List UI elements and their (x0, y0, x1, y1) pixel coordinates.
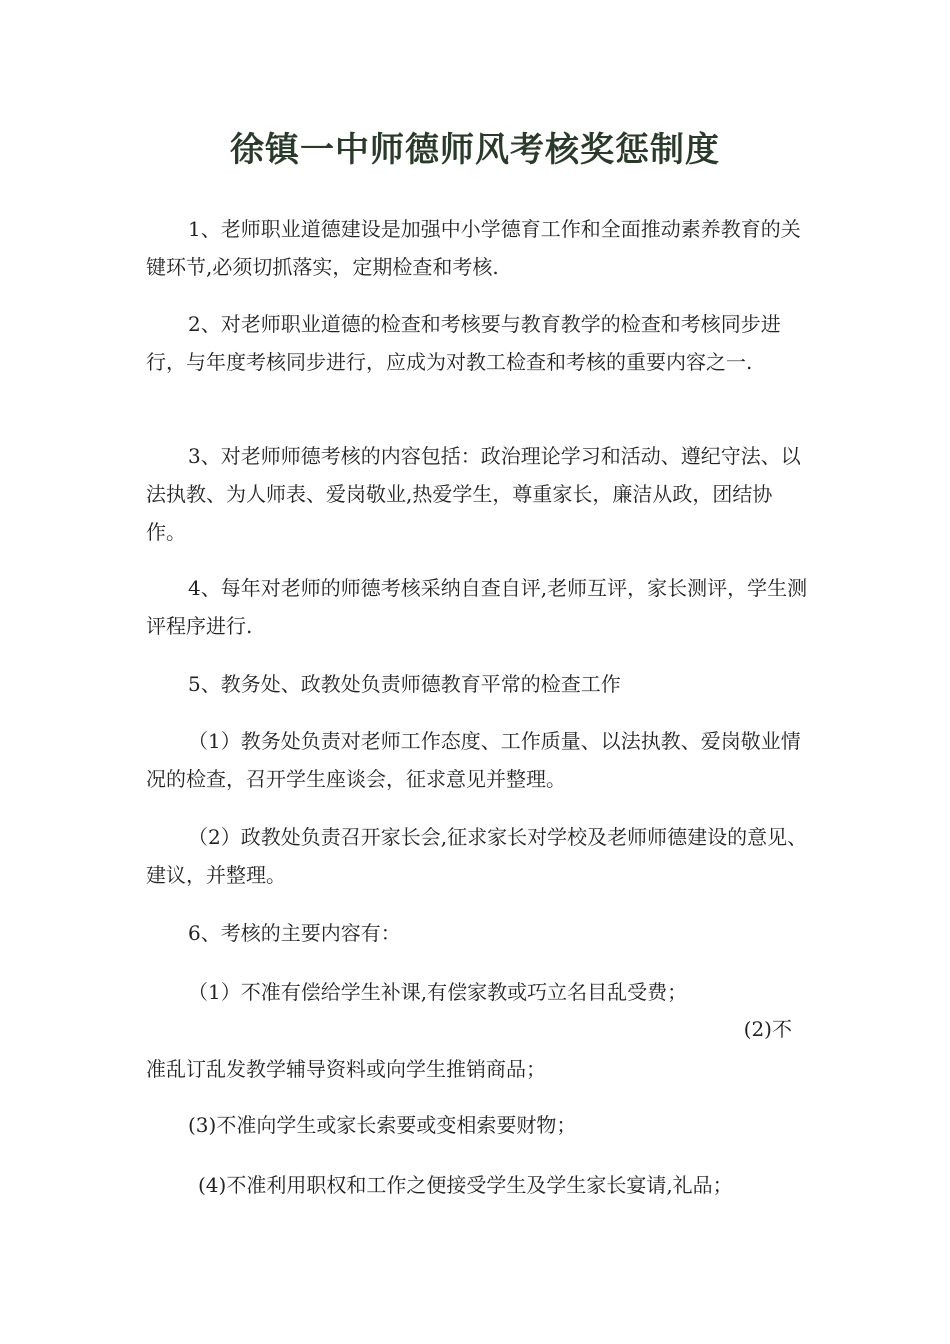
paragraph-6: 6、考核的主要内容有： (188, 921, 401, 945)
paragraph-6-2-start: (2)不 (743, 1017, 792, 1041)
paragraph-5: 5、教务处、政教处负责师德教育平常的检查工作 (188, 672, 621, 696)
paragraph-3: 3、对老师师德考核的内容包括：政治理论学习和活动、遵纪守法、以法执教、为人师表、爱岗敬业,热爱学生，尊重家长，廉洁从政，团结协作。 (146, 444, 801, 544)
paragraph-6-1: （1）不准有偿给学生补课,有偿家教或巧立名目乱受费； (188, 980, 688, 1004)
paragraph-6-4: (4)不准利用职权和工作之便接受学生及学生家长宴请,礼品； (198, 1173, 733, 1197)
paragraph-2: 2、对老师职业道德的检查和考核要与教育教学的检查和考核同步进行，与年度考核同步进行，应成为对教工检查和考核的重要内容之一. (146, 312, 781, 374)
paragraph-6-2-rest: 准乱订乱发教学辅导资料或向学生推销商品； (146, 1057, 546, 1081)
paragraph-6-3: (3)不准向学生或家长索要或变相索要财物； (188, 1113, 577, 1137)
paragraph-4: 4、每年对老师的师德考核采纳自查自评,老师互评，家长测评，学生测评程序进行. (146, 576, 808, 638)
document-title: 徐镇一中师德师风考核奖惩制度 (230, 130, 720, 170)
paragraph-5-2: （2）政教处负责召开家长会,征求家长对学校及老师师德建设的意见、建议，并整理。 (146, 825, 808, 887)
paragraph-1: 1、老师职业道德建设是加强中小学德育工作和全面推动素养教育的关键环节,必须切抓落实，定期检查和考核. (146, 217, 801, 279)
paragraph-5-1: （1）教务处负责对老师工作态度、工作质量、以法执教、爱岗敬业情况的检查，召开学生座谈会，征求意见并整理。 (146, 729, 801, 791)
